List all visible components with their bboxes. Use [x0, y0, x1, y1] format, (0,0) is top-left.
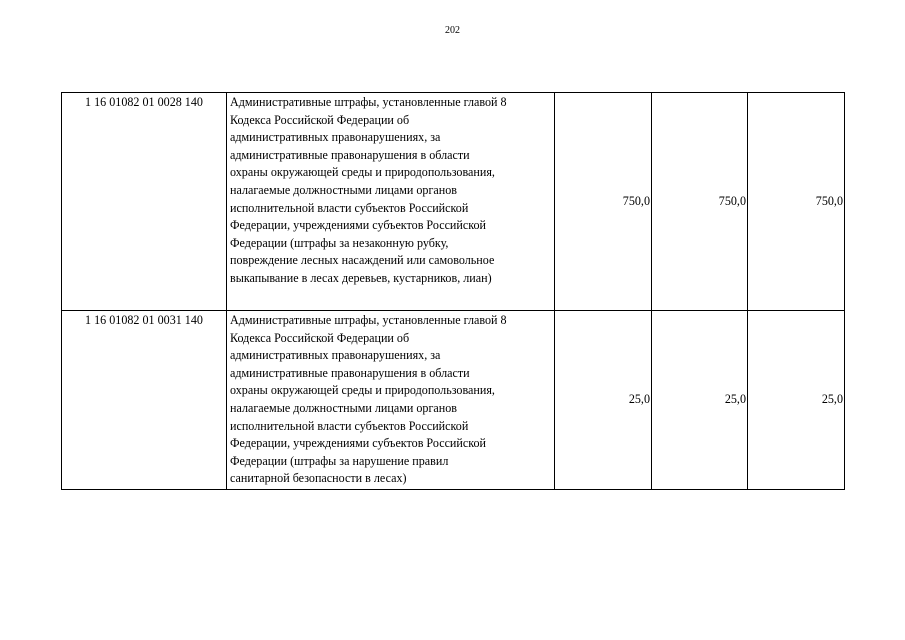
- amount-year-2: 25,0: [652, 311, 748, 490]
- description-line: административных правонарушениях, за: [230, 130, 441, 145]
- description-line: охраны окружающей среды и природопользования,: [230, 165, 495, 180]
- description-line: Федерации (штрафы за нарушение правил: [230, 453, 449, 468]
- description-line: исполнительной власти субъектов Российской: [230, 418, 469, 433]
- description-line: Кодекса Российской Федерации об: [230, 330, 410, 345]
- amount-year-1: 750,0: [555, 93, 652, 311]
- amount-year-1: 25,0: [555, 311, 652, 490]
- amount-year-3: 25,0: [748, 311, 845, 490]
- budget-revenue-table: [61, 92, 845, 490]
- description-line: выкапывание в лесах деревьев, кустарников, лиан): [230, 270, 492, 285]
- description-line: Федерации, учреждениями субъектов Российской: [230, 436, 487, 451]
- description-line: Кодекса Российской Федерации об: [230, 112, 410, 127]
- budget-classification-code: 1 16 01082 01 0028 140: [62, 93, 227, 311]
- amount-year-2: 750,0: [652, 93, 748, 311]
- description-line: повреждение лесных насаждений или самовольное: [230, 253, 495, 268]
- description-line: Федерации, учреждениями субъектов Российской: [230, 218, 487, 233]
- description-line: Административные штрафы, установленные главой 8: [230, 95, 507, 109]
- description-line: административных правонарушениях, за: [230, 348, 441, 363]
- description-line: налагаемые должностными лицами органов: [230, 182, 458, 197]
- revenue-description: [227, 311, 555, 490]
- description-line: исполнительной власти субъектов Российской: [230, 200, 469, 215]
- description-line: Федерации (штрафы за незаконную рубку,: [230, 235, 449, 250]
- description-line: Административные штрафы, установленные главой 8: [230, 313, 507, 327]
- page-number: 202: [445, 25, 460, 36]
- table-row: [62, 93, 845, 311]
- revenue-description: [227, 93, 555, 311]
- description-line: налагаемые должностными лицами органов: [230, 400, 458, 415]
- budget-classification-code: 1 16 01082 01 0031 140: [62, 311, 227, 490]
- description-line: административные правонарушения в области: [230, 365, 470, 380]
- description-line: административные правонарушения в области: [230, 147, 470, 162]
- description-line: санитарной безопасности в лесах): [230, 471, 407, 486]
- table-row: [62, 311, 845, 490]
- amount-year-3: 750,0: [748, 93, 845, 311]
- description-line: охраны окружающей среды и природопользования,: [230, 383, 495, 398]
